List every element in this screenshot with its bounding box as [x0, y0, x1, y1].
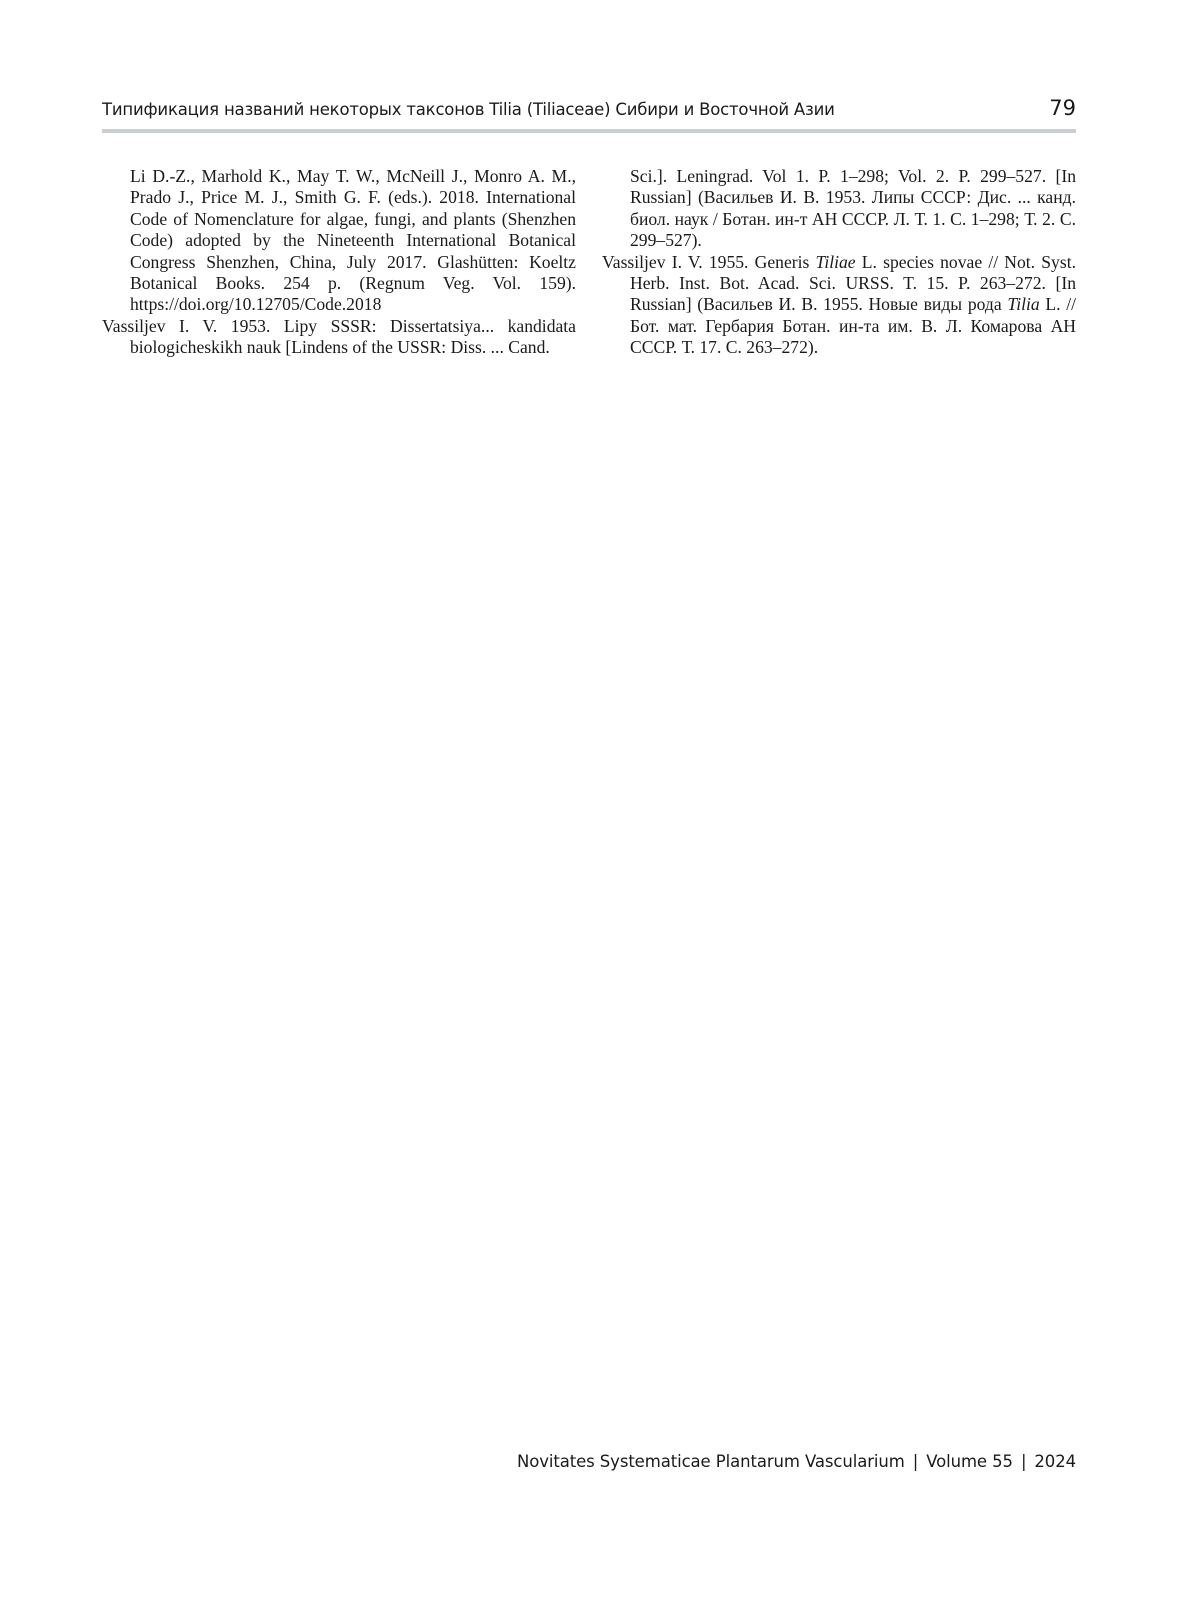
ref-italic-genus: Tiliae	[815, 251, 856, 272]
left-column	[102, 166, 576, 359]
reference-vassiljev-1953: Vassiljev I. V. 1953. Lipy SSSR: Dissertatsiya... kandidata biologicheskikh nauk [Lindens of the USSR: Diss. ... Cand.	[102, 315, 576, 358]
ref-italic-genus: Tilia	[1007, 294, 1040, 315]
page-footer	[517, 1452, 1076, 1471]
footer-year: 2024	[1034, 1452, 1076, 1471]
ref-text: Vassiljev I. V. 1955. Generis	[602, 251, 816, 272]
ref-text: L. // Бот. мат. Гербария Ботан. ин-та им. В. Л. Комарова АН СССР. Т. 17. С. 263–272).	[630, 294, 1077, 358]
footer-journal: Novitates Systematicae Plantarum Vascularium	[516, 1452, 905, 1471]
footer-separator: |	[1020, 1452, 1027, 1471]
page-number: 79	[1049, 96, 1076, 120]
right-column	[602, 166, 1076, 359]
running-title: Типификация названий некоторых таксонов Tilia (Tiliaceae) Сибири и Восточной Азии	[102, 100, 835, 119]
footer-volume: Volume 55	[926, 1452, 1013, 1471]
running-header	[102, 96, 1076, 126]
footer-separator: |	[912, 1452, 919, 1471]
reference-li-continued: Li D.-Z., Marhold K., May T. W., McNeill J., Monro A. M., Prado J., Price M. J., Smith G. F. (eds.). 2018. International Code of Nomenclature for algae, fungi, and plants (Shenzhen Code) adopted by the Nineteenth International Botanical Congress Shenzhen, China, July 2017. Glashütten: Koeltz Botanical Books. 254 p. (Regnum Veg. Vol. 159). https://doi.org/10.12705/Code.2018	[130, 166, 576, 315]
ref-text: L. species novae // Not. Syst. Herb. Inst. Bot. Acad. Sci. URSS. T. 15. P. 263–272. [In Russian] (Васильев И. В. 1955. Новые виды рода	[630, 251, 1076, 315]
header-rule	[102, 129, 1076, 133]
reference-vassiljev-1953-continued: Sci.]. Leningrad. Vol 1. P. 1–298; Vol. 2. P. 299–527. [In Russian] (Васильев И. В. 1953. Липы СССР: Дис. ... канд. биол. наук / Ботан. ин-т АН СССР. Л. Т. 1. С. 1–298; Т. 2. С. 299–527).	[630, 166, 1076, 251]
reference-vassiljev-1955	[602, 252, 1076, 359]
